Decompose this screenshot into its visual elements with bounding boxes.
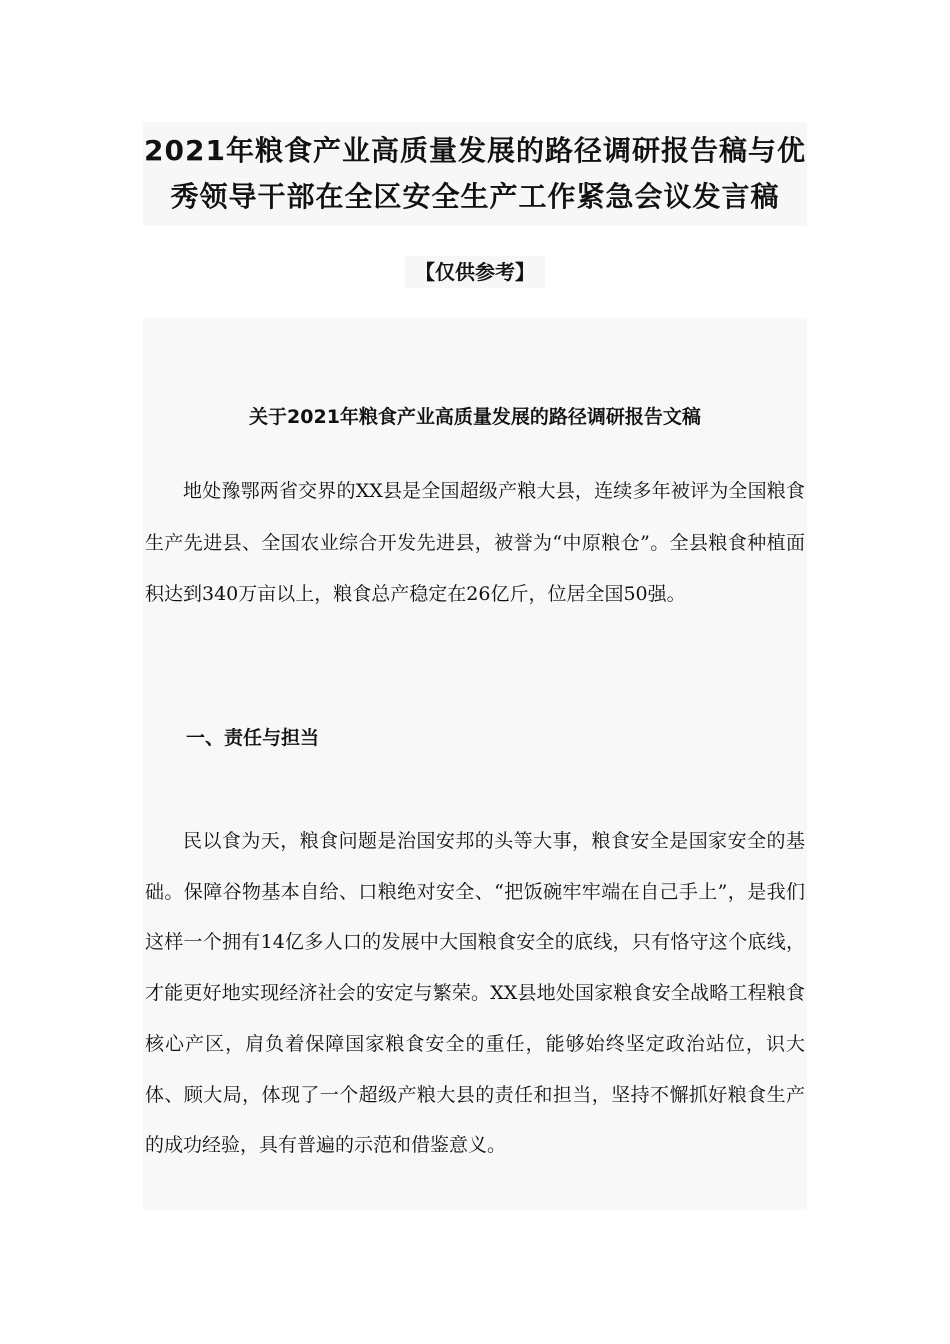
document-title-line-2: 秀领导干部在全区安全生产工作紧急会议发言稿 <box>170 180 780 213</box>
article-title: 关于2021年粮食产业高质量发展的路径调研报告文稿 <box>249 406 701 428</box>
document-title-line-1: 2021年粮食产业高质量发展的路径调研报告稿与优 <box>144 134 806 167</box>
document-title <box>143 128 807 220</box>
intro-paragraph: 地处豫鄂两省交界的XX县是全国超级产粮大县，连续多年被评为全国粮食生产先进县、全国农业综合开发先进县，被誉为“中原粮仓”。全县粮食种植面积达到340万亩以上，粮食总产稳定在26亿斤，位居全国50强。 <box>145 480 805 605</box>
reference-only-note: 【仅供参考】 <box>405 256 545 288</box>
section-heading-responsibility: 一、责任与担当 <box>186 727 320 749</box>
responsibility-paragraph: 民以食为天，粮食问题是治国安邦的头等大事，粮食安全是国家安全的基础。保障谷物基本自给、口粮绝对安全、“把饭碗牢牢端在自己手上”，是我们这样一个拥有14亿多人口的发展中大国粮食安全的底线，只有恪守这个底线，才能更好地实现经济社会的安定与繁荣。XX县地处国家粮食安全战略工程粮食核心产区，肩负着保障国家粮食安全的重任，能够始终坚定政治站位，识大体、顾大局，体现了一个超级产粮大县的责任和担当，坚持不懈抓好粮食生产的成功经验，具有普遍的示范和借鉴意义。 <box>145 830 805 1157</box>
